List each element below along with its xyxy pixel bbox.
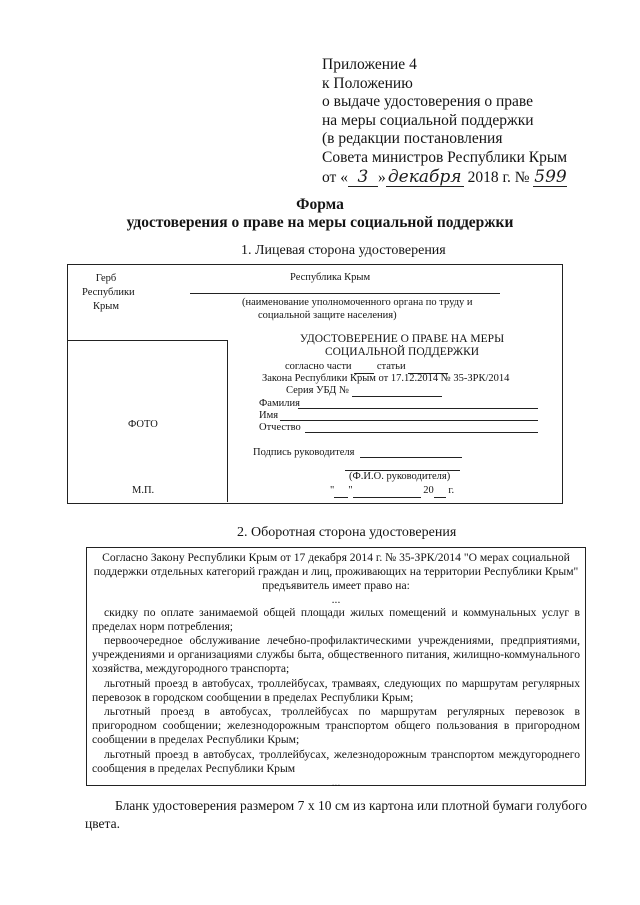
form-subtitle: удостоверения о праве на меры социальной поддержки — [126, 214, 514, 231]
coat-line: Крым — [93, 301, 119, 312]
photo-top-line — [67, 340, 227, 341]
authority-line — [190, 293, 500, 294]
cert-title-line: СОЦИАЛЬНОЙ ПОДДЕРЖКИ — [324, 346, 480, 358]
date-number: 599 — [534, 166, 567, 187]
back-intro-right: предъявитель имеет право на: — [262, 579, 410, 593]
photo-right-line — [227, 340, 228, 502]
date-quote: " — [348, 485, 353, 496]
appendix-header — [322, 56, 567, 187]
surname-label: Фамилия — [259, 398, 300, 409]
authority-note-2: социальной защите населения) — [258, 310, 397, 321]
appendix-line: Приложение 4 — [322, 56, 417, 73]
name-label: Имя — [259, 410, 279, 421]
back-section-title: 2. Оборотная сторона удостоверения — [237, 525, 457, 540]
seal-label: М.П. — [132, 485, 155, 496]
benefit-item: скидку по оплате занимаемой общей площади жилых помещений и коммунальных услуг в пределах норм потребления; — [92, 605, 580, 633]
according-part: согласно части — [285, 361, 352, 372]
series-line — [352, 396, 442, 397]
coat-line: Республики — [82, 287, 135, 298]
photo-label: ФОТО — [128, 419, 158, 430]
date-prefix: от « — [322, 168, 348, 186]
front-section-title: 1. Лицевая сторона удостоверения — [241, 243, 446, 258]
signature-label: Подпись руководителя — [253, 447, 355, 458]
appendix-line: о выдаче удостоверения о праве — [322, 93, 534, 111]
date-month: декабря — [386, 168, 464, 188]
patronymic-label: Отчество — [259, 422, 301, 433]
date-year: 2018 г. № — [463, 168, 530, 186]
date-year-suffix: г. — [448, 485, 455, 496]
date-mid: » — [377, 168, 386, 186]
issue-date — [330, 484, 454, 498]
appendix-line: (в редакции постановления — [322, 130, 503, 148]
republic-name: Республика Крым — [290, 272, 371, 283]
cert-title-line: УДОСТОВЕРЕНИЕ О ПРАВЕ НА МЕРЫ — [299, 333, 505, 345]
surname-line — [298, 408, 538, 409]
appendix-date-line — [322, 168, 567, 188]
fio-note: (Ф.И.О. руководителя) — [349, 471, 451, 482]
benefit-item: льготный проезд в автобусах, троллейбусах, трамваях, следующих по маршрутам регулярных перевозок в городском сообщении в пределах Республики Крым; — [92, 676, 580, 704]
benefit-item: льготный проезд в автобусах, троллейбусах, железнодорожным транспортом междугороднего сообщения в пределах Республики Крым — [92, 747, 580, 775]
appendix-line: к Положению — [322, 74, 413, 92]
appendix-line: на меры социальной поддержки — [322, 111, 534, 129]
coat-line: Герб — [95, 273, 117, 284]
name-line — [280, 420, 538, 421]
patronymic-line — [305, 432, 538, 433]
date-quote: " — [330, 485, 335, 496]
certificate-title — [297, 333, 507, 359]
back-intro: Согласно Закону Республики Крым от 17 декабря 2014 г. № 35-ЗРК/2014 "О мерах социальной поддержки отдельных категорий граждан и лиц, проживающих на территории Республики Крым" — [93, 551, 579, 579]
back-dots-bottom: ... — [331, 776, 341, 790]
footer-note: Бланк удостоверения размером 7 x 10 см из картона или плотной бумаги голубого цвета. — [85, 798, 587, 831]
back-dots-top: ... — [331, 592, 341, 606]
form-title: Форма — [296, 196, 344, 213]
authority-note-1: (наименование уполномоченного органа по труду и — [242, 297, 473, 308]
benefit-item: первоочередное обслуживание лечебно-профилактическими учреждениями, предприятиями, учреждениями и организациями службы быта, общественного питания, жилищно-коммунального хозяйства, междугородного транспорта; — [92, 634, 580, 676]
article-label: статьи — [376, 361, 406, 372]
date-year-prefix: 20 — [423, 485, 434, 496]
benefit-item: льготный проезд в автобусах, троллейбусах по маршрутам регулярных перевозок в пригородном сообщении; железнодорожным транспортом общего пользования в пригородном сообщении в пределах Республики Крым; — [92, 705, 580, 747]
signature-line — [360, 457, 462, 458]
back-content — [92, 551, 580, 790]
series-label: Серия УБД № — [286, 385, 349, 396]
coat-of-arms-label — [82, 272, 135, 314]
law-reference: Закона Республики Крым от 17.12.2014 № 35-ЗРК/2014 — [262, 373, 510, 384]
date-day: 3 — [348, 168, 378, 188]
appendix-line: Совета министров Республики Крым — [322, 148, 568, 166]
